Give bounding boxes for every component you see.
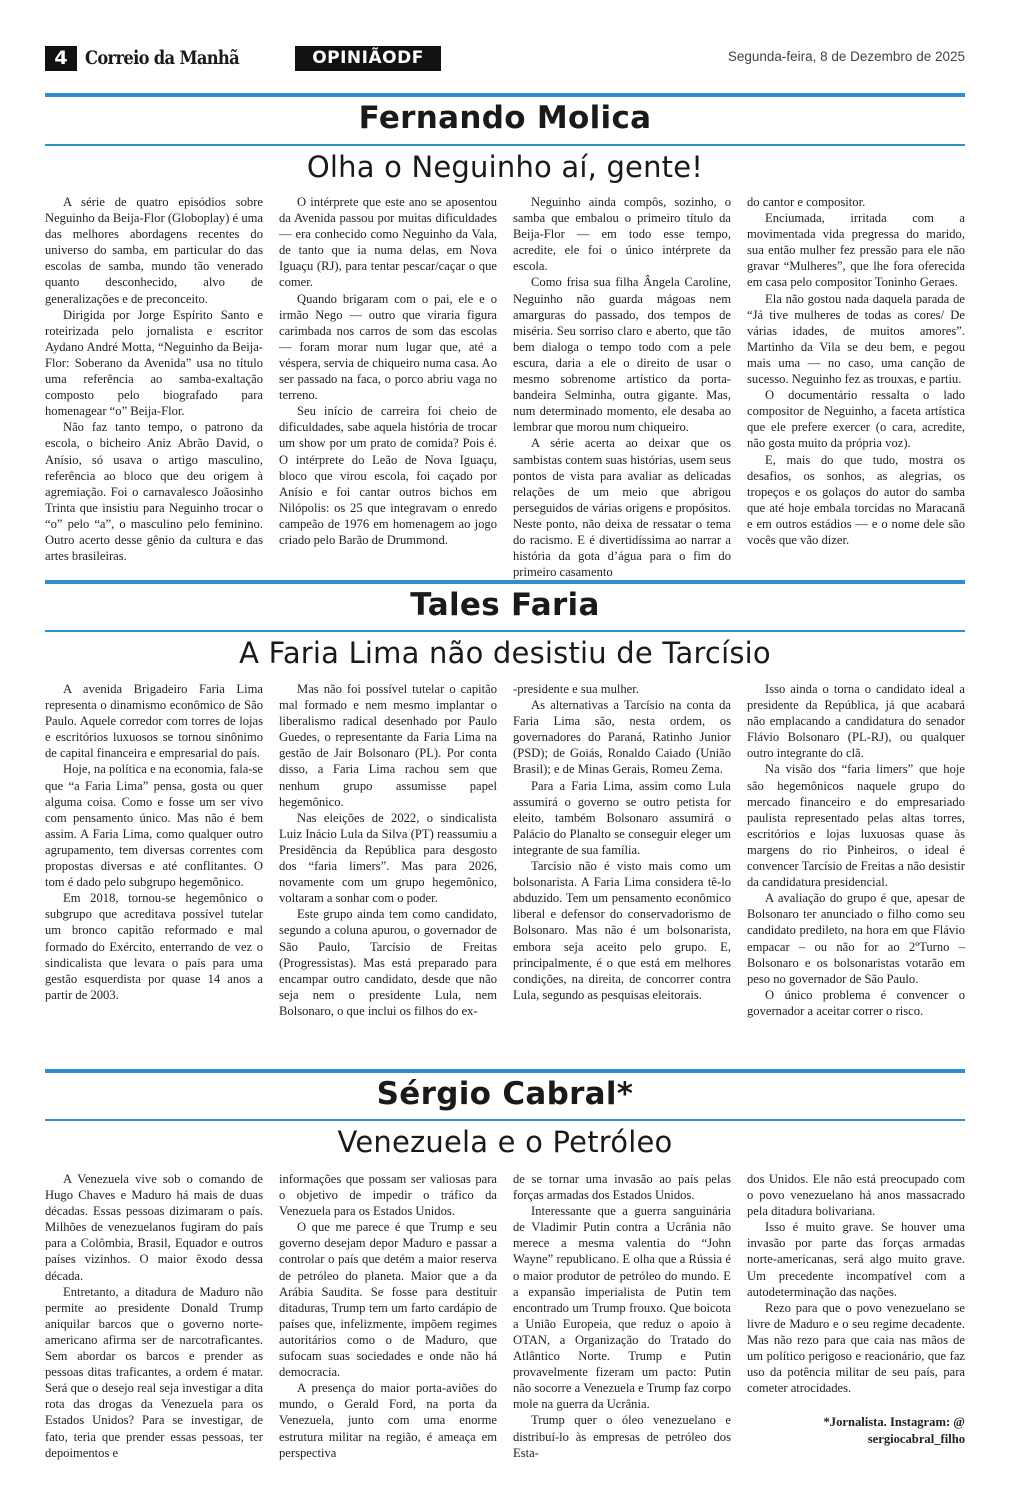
article-1-column-4 bbox=[747, 194, 965, 580]
article-1-column-2 bbox=[279, 194, 497, 580]
page-header bbox=[45, 46, 965, 72]
paragraph: Quando brigaram com o pai, ele e o irmão Nego — outro que viraria figura carimbada nos carros de som das escolas — foram morar num lugar que, até a véspera, servia de chiqueiro numa casa. Ao ser passado na faca, o porco abriu vaga no terreno. bbox=[279, 291, 497, 403]
paragraph: dos Unidos. Ele não está preocupado com o povo venezuelano há anos massacrado pela ditadura bolivariana. bbox=[747, 1172, 965, 1219]
article-2-mid-rule bbox=[45, 630, 965, 632]
paragraph: Isso ainda o torna o candidato ideal a presidente da República, já que acabará não emplacando a candidatura do senador Flávio Bolsonaro (PL-RJ), ou qualquer outro integrante do clã. bbox=[747, 682, 965, 761]
paragraph: Na visão dos “faria limers” que hoje são hegemônicos naquele grupo do mercado financeiro e do empresariado paulista representado pelas altas torres, escritórios e lojas luxuosas quase às margens do rio Pinheiros, o ideal é convencer Tarcísio de Freitas a não desistir da candidatura presidencial. bbox=[747, 762, 965, 890]
paragraph: A avaliação do grupo é que, apesar de Bolsonaro ter anunciado o filho como seu candidato predileto, na hora em que Flávio empacar – ou não for ao 2ºTurno – Bolsonaro e os bolsonaristas votarão em peso no governador de São Paulo. bbox=[747, 891, 965, 986]
article-2-column-3 bbox=[513, 681, 731, 1019]
author-signature: *Jornalista. Instagram: @ sergiocabral_filho bbox=[823, 1415, 965, 1446]
article-1-top-rule bbox=[45, 93, 965, 97]
paragraph: A presença do maior porta-aviões do mundo, o Gerald Ford, na porta da Venezuela, junto com uma enorme estrutura militar na região, é ameaça em perspectiva bbox=[279, 1381, 497, 1460]
paragraph: Entretanto, a ditadura de Maduro não permite ao presidente Donald Trump aniquilar barcos que o governo norte-americano afirma ser de narcotraficantes. Sem abordar os barcos e prender as pessoas ditas traficantes, a ordem é matar. Será que o desejo real seja investigar a dita rota das drogas da Venezuela para os Estados Unidos? Para se investigar, de fato, teria que prender essas pessoas, ter depoimentos e bbox=[45, 1284, 263, 1460]
paragraph: do cantor e compositor. bbox=[747, 195, 866, 209]
article-2-top-rule bbox=[45, 580, 965, 584]
article-2-author: Tales Faria bbox=[410, 587, 600, 623]
paragraph: Interessante que a guerra sanguinária de Vladimir Putin contra a Ucrânia não merece a mesma valentia do “John Wayne” republicano. E olha que a Rússia é o maior produtor de petróleo do mundo. E a expansão imperialista de Putin tem encontrado um Trump frouxo. Que boicota a União Europeia, que reduz o apoio à OTAN, a Organização do Tratado do Atlântico Norte. Trump e Putin provavelmente fizeram um pacto: Putin não socorre a Venezuela e Trump faz corpo mole na guerra da Ucrânia. bbox=[513, 1204, 731, 1412]
paragraph: Ela não gostou nada daquela parada de “Já tive mulheres de todas as cores/ De várias idades, de muitos amores”. Martinho da Vila se deu bem, e pegou mais uma — no caso, uma canção de sucesso. Neguinho fez as trouxas, e partiu. bbox=[747, 291, 965, 387]
paragraph: Tarcísio não é visto mais como um bolsonarista. A Faria Lima considera tê-lo abduzido. Tem um pensamento econômico liberal e defensor do conservadorismo de Bolsonaro. Mas não é um bolsonarista, embora seja aceito pelo grupo. E, principalmente, é o que está em melhores condições, na direita, de concorrer contra Lula, segundo as pesquisas eleitorais. bbox=[513, 859, 731, 1002]
article-2-column-2 bbox=[279, 681, 497, 1019]
article-3-mid-rule bbox=[45, 1119, 965, 1121]
paragraph: O que me parece é que Trump e seu governo desejam depor Maduro e passar a controlar o país que detém a maior reserva de petróleo do planeta. Maior que a da Arábia Saudita. Se fosse para destituir ditaduras, Trump tem um farto cardápio de países que, infelizmente, impõem regimes autoritários como o de Maduro, que sufocam suas sociedades e onde não há democracia. bbox=[279, 1220, 497, 1380]
article-3-top-rule bbox=[45, 1069, 965, 1073]
paragraph: A Venezuela vive sob o comando de Hugo Chaves e Maduro há mais de duas décadas. Essas pessoas dizimaram o país. Milhões de venezuelanos fugiram do país para a Colômbia, Brasil, Equador e outros países vizinhos. O maior êxodo dessa década. bbox=[45, 1172, 263, 1283]
article-2-body bbox=[45, 681, 965, 1019]
article-3-column-3 bbox=[513, 1171, 731, 1461]
paragraph: Trump quer o óleo venezuelano e distribuí-lo às empresas de petróleo dos Esta- bbox=[513, 1413, 731, 1460]
paragraph: A avenida Brigadeiro Faria Lima representa o dinamismo econômico de São Paulo. Aquele corredor com torres de lojas e escritórios luxuosos se tornou sinônimo de capital financeira e empresarial do país. bbox=[45, 682, 263, 761]
article-1-author: Fernando Molica bbox=[358, 100, 652, 136]
paragraph: O documentário ressalta o lado compositor de Neguinho, a faceta artística que ele prefere exercer (o cara, acredite, não gosta muito da própria voz). bbox=[747, 388, 965, 451]
paragraph: As alternativas a Tarcísio na conta da Faria Lima são, nesta ordem, os governadores do Paraná, Ratinho Junior (PSD); de Goiás, Ronaldo Caiado (União Brasil); e de Minas Gerais, Romeu Zema. bbox=[513, 698, 731, 777]
article-1-column-3 bbox=[513, 194, 731, 580]
paragraph: Em 2018, tornou-se hegemônico o subgrupo que acreditava possível tutelar um bronco capitão reformado e mal formado do Exército, enterrando de vez o sindicalista que levara o país para uma gestão esquerdista por quase 14 anos a partir de 2003. bbox=[45, 891, 263, 1002]
paragraph: Enciumada, irritada com a movimentada vida pregressa do marido, sua então mulher fez pressão para ele não gravar “Mulheres”, que lhe fora oferecida em casa pelo compositor Toninho Geraes. bbox=[747, 211, 965, 290]
paragraph: Dirigida por Jorge Espírito Santo e roteirizada pelo jornalista e escritor Aydano André Motta, “Neguinho da Beija-Flor: Soberano da Avenida” usa no título uma referência ao samba-exaltação composto pelo biografado para homenagear “o” Beija-Flor. bbox=[45, 307, 263, 419]
article-2-column-1 bbox=[45, 681, 263, 1019]
paragraph: Seu início de carreira foi cheio de dificuldades, sabe aquela história de trocar um show por um prato de comida? Pois é. O intérprete do Leão de Nova Iguaçu, bloco que virou escola, foi caçado por Anísio e foi cantar outros bichos em Nilópolis: os 25 que integravam o enredo campeão de 1976 em homenagem ao jogo criado pelo Barão de Drummond. bbox=[279, 404, 497, 547]
article-1-mid-rule bbox=[45, 144, 965, 146]
paragraph: A série acerta ao deixar que os sambistas contem suas histórias, usem seus pontos de vista para avaliar as delicadas relações de um meio que abrigou perseguidos de várias origens e propósitos. Neste ponto, não deixa de ressatar o tema do racismo. E é divertidíssima ao narrar a história da gota d’água para o fim do primeiro casamento bbox=[513, 436, 731, 580]
paragraph: O intérprete que este ano se aposentou da Avenida passou por muitas dificuldades — era conhecido como Neguinho da Vala, de tanto que ia numa delas, em Nova Iguaçu (RJ), para tentar pescar/caçar o que comer. bbox=[279, 195, 497, 290]
paragraph: Hoje, na política e na economia, fala-se que “a Faria Lima” pensa, gosta ou quer alguma coisa. Como e fosse um ser vivo com pensamento único. Mas não é bem assim. A Faria Lima, como qualquer outro agrupamento, tem diversas correntes com propostas diversas e até conflitantes. O tom é dado pelo subgrupo hegemônico. bbox=[45, 762, 263, 890]
section-label: OPINIÃODF bbox=[295, 46, 441, 71]
article-3-author: Sérgio Cabral* bbox=[376, 1076, 634, 1112]
paragraph: Não faz tanto tempo, o patrono da escola, o bicheiro Aniz Abrão David, o Anísio, só usava o artigo masculino, referência ao bloco que deu origem à agremiação. Foi o carnavalesco Joãosinho Trinta que insistiu para Neguinho trocar o “o” pelo “a”, o masculino pelo feminino. Outro acerto desse gênio da cultura e das artes brasileiras. bbox=[45, 420, 263, 564]
publication-logo: Correio da Manhã bbox=[85, 47, 240, 69]
paragraph: Rezo para que o povo venezuelano se livre de Maduro e o seu regime decadente. Mas não rezo para que caia nas mãos de um político perigoso e reacionário, que faz uso da potência militar de seu país, para cometer atrocidades. bbox=[747, 1300, 965, 1396]
paragraph: Nas eleições de 2022, o sindicalista Luiz Inácio Lula da Silva (PT) reassumiu a Presidência da República para desgosto dos “faria limers”. Mas para 2026, novamente com um grupo hegemônico, voltaram a sonhar com o poder. bbox=[279, 810, 497, 906]
article-1-body bbox=[45, 194, 965, 580]
paragraph: Como frisa sua filha Ângela Caroline, Neguinho não guarda mágoas nem amarguras do passado, dos tempos de miséria. Seu sorriso claro e aberto, que tão bem dialoga o tempo todo com a pele escura, daria a ele o direito de usar o mesmo sobrenome artístico da porta-bandeira Selminha, outra gigante. Mas, num determinado momento, ele desaba ao lembrar que morou num chiqueiro. bbox=[513, 275, 731, 435]
paragraph: informações que possam ser valiosas para o objetivo de impedir o tráfico da Venezuela para os Estados Unidos. bbox=[279, 1172, 497, 1219]
issue-date: Segunda-feira, 8 de Dezembro de 2025 bbox=[727, 49, 965, 64]
paragraph: Este grupo ainda tem como candidato, segundo a coluna apurou, o governador de São Paulo, Tarcísio de Freitas (Progressistas). Mas está preparado para encampar outro candidato, desde que não seja nem o presidente Lula, nem Bolsonaro, o que inclui os filhos do ex- bbox=[279, 907, 497, 1018]
article-1-column-1 bbox=[45, 194, 263, 580]
paragraph: de se tornar uma invasão ao país pelas forças armadas dos Estados Unidos. bbox=[513, 1172, 731, 1203]
paragraph: E, mais do que tudo, mostra os desafios, os sonhos, as alegrias, os tropeços e os golaços do autor do samba que até hoje embala torcidas no Maracanã e em outros estádios — e o nome dele são vocês que vão dizer. bbox=[747, 452, 965, 547]
article-1-headline: Olha o Neguinho aí, gente! bbox=[306, 150, 704, 184]
article-2-column-4 bbox=[747, 681, 965, 1019]
article-3-headline: Venezuela e o Petróleo bbox=[337, 1125, 673, 1159]
page-number: 4 bbox=[45, 46, 77, 71]
article-3-column-1 bbox=[45, 1171, 263, 1461]
paragraph: A série de quatro episódios sobre Neguinho da Beija-Flor (Globoplay) é uma das melhores abordagens recentes do universo do samba, em particular do das escolas de samba, mundo tão venerado quanto desconhecido, alvo de generalizações e de preconceito. bbox=[45, 195, 263, 306]
article-3-column-2 bbox=[279, 1171, 497, 1461]
paragraph: -presidente e sua mulher. bbox=[513, 682, 639, 696]
paragraph: Neguinho ainda compôs, sozinho, o samba que embalou o primeiro título da Beija-Flor — em todo esse tempo, acredite, ele foi o único intérprete da escola. bbox=[513, 195, 731, 274]
paragraph: Mas não foi possível tutelar o capitão mal formado e nem mesmo implantar o liberalismo radical desenhado por Paulo Guedes, o representante da Faria Lima na gestão de Jair Bolsonaro (PL). Por conta disso, a Faria Lima rachou sem que nenhum grupo assumisse papel hegemônico. bbox=[279, 682, 497, 809]
paragraph: O único problema é convencer o governador a aceitar correr o risco. bbox=[747, 987, 965, 1018]
paragraph: Isso é muito grave. Se houver uma invasão por parte das forças armadas norte-americanas, será algo muito grave. Um precedente incompatível com a autodeterminação das nações. bbox=[747, 1220, 965, 1299]
article-2-headline: A Faria Lima não desistiu de Tarcísio bbox=[239, 636, 771, 670]
paragraph: Para a Faria Lima, assim como Lula assumirá o governo se outro petista for eleito, também Bolsonaro assumirá o Palácio do Planalto se conseguir eleger um integrante de sua família. bbox=[513, 778, 731, 857]
